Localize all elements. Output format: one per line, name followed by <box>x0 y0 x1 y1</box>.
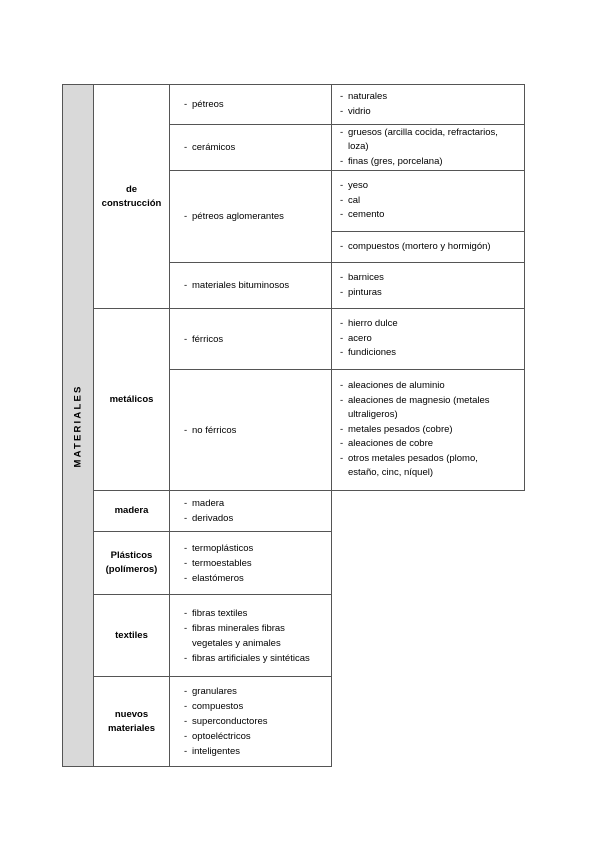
subtype-madera-list <box>169 490 332 532</box>
list-item: - aleaciones de cobre <box>340 438 434 450</box>
list-item: - aleaciones de aluminio <box>340 380 445 392</box>
detail-petreos <box>331 84 525 125</box>
list-item: - acero <box>340 332 372 344</box>
category-plasticos-line2: (polímeros) <box>105 564 158 575</box>
list-item: - granulares <box>184 686 237 697</box>
list-item: - barnices <box>340 272 384 283</box>
subtype-no-ferricos: - no férricos <box>169 369 332 491</box>
subtype-ceramicos: - cerámicos <box>169 124 332 171</box>
root-label: MATERIALES <box>72 383 84 468</box>
category-nuevos <box>93 676 170 767</box>
list-item: - naturales <box>340 91 388 102</box>
list-item: - otros metales pesados (plomo, <box>340 452 478 464</box>
category-textiles <box>93 594 170 677</box>
subtype-bituminosos-label: materiales bituminosos <box>192 280 290 291</box>
list-item: - yeso <box>340 180 369 192</box>
category-construccion <box>93 84 170 309</box>
list-item: - termoestables <box>184 557 252 569</box>
detail-aglomerantes-basic <box>331 170 525 232</box>
list-item: - cemento <box>340 209 385 221</box>
category-plasticos <box>93 531 170 595</box>
list-item: - inteligentes <box>184 746 241 757</box>
list-item-continuation: vegetales y animales <box>192 637 281 649</box>
category-madera-label: madera <box>114 505 149 516</box>
category-metalicos-label: metálicos <box>109 393 154 405</box>
list-item: - finas (gres, porcelana) <box>340 155 443 167</box>
list-item: - madera <box>184 498 225 509</box>
subtype-textiles-list <box>169 594 332 677</box>
list-item: - optoeléctricos <box>184 731 251 742</box>
detail-ferricos <box>331 308 525 370</box>
list-item: - pinturas <box>340 286 382 298</box>
list-item: - derivados <box>184 513 234 524</box>
list-item: - elastómeros <box>184 572 244 584</box>
list-item: - hierro dulce <box>340 318 398 330</box>
list-item: - compuestos (mortero y hormigón) <box>340 240 491 252</box>
root-label-cell <box>62 84 94 767</box>
list-item: - gruesos (arcilla cocida, refractarios, <box>340 126 498 138</box>
detail-no-ferricos <box>331 369 525 491</box>
category-madera <box>93 490 170 532</box>
subtype-ferricos-label: férricos <box>192 333 224 345</box>
list-item: - vidrio <box>340 105 371 117</box>
subtype-ceramicos-label: cerámicos <box>192 142 236 153</box>
list-item: - cal <box>340 194 361 206</box>
category-nuevos-line2: materiales <box>107 722 155 734</box>
detail-bituminosos <box>331 262 525 309</box>
subtype-nuevos-list <box>169 676 332 767</box>
list-item: - metales pesados (cobre) <box>340 423 453 435</box>
list-item: - compuestos <box>184 701 244 712</box>
subtype-no-ferricos-label: no férricos <box>192 424 237 436</box>
list-item-continuation: estaño, cinc, níquel) <box>348 467 434 479</box>
category-metalicos <box>93 308 170 491</box>
detail-ceramicos <box>331 124 525 171</box>
subtype-petreos-aglomerantes-label: pétreos aglomerantes <box>192 211 284 222</box>
list-item: - fibras minerales fibras <box>184 622 285 634</box>
subtype-petreos-aglomerantes: - pétreos aglomerantes <box>169 170 332 263</box>
subtype-petreos: - pétreos <box>169 84 332 125</box>
subtype-petreos-label: pétreos <box>192 99 224 110</box>
list-item: - fundiciones <box>340 347 397 359</box>
detail-aglomerantes-compuestos <box>331 231 525 263</box>
category-textiles-label: textiles <box>115 629 148 641</box>
category-construccion-line1: de <box>125 183 138 195</box>
list-item: - aleaciones de magnesio (metales <box>340 394 490 406</box>
subtype-bituminosos: - materiales bituminosos <box>169 262 332 309</box>
list-item: - fibras artificiales y sintéticas <box>184 652 310 664</box>
category-nuevos-line1: nuevos <box>114 708 149 720</box>
category-construccion-line2: construcción <box>101 197 162 209</box>
list-item: - superconductores <box>184 716 268 727</box>
list-item: - termoplásticos <box>184 542 254 554</box>
list-item-continuation: ultraligeros) <box>348 409 398 421</box>
category-plasticos-line1: Plásticos <box>110 550 153 561</box>
subtype-ferricos: - férricos <box>169 308 332 370</box>
list-item: - fibras textiles <box>184 607 248 619</box>
list-item-continuation: loza) <box>348 141 369 153</box>
subtype-plasticos-list <box>169 531 332 595</box>
